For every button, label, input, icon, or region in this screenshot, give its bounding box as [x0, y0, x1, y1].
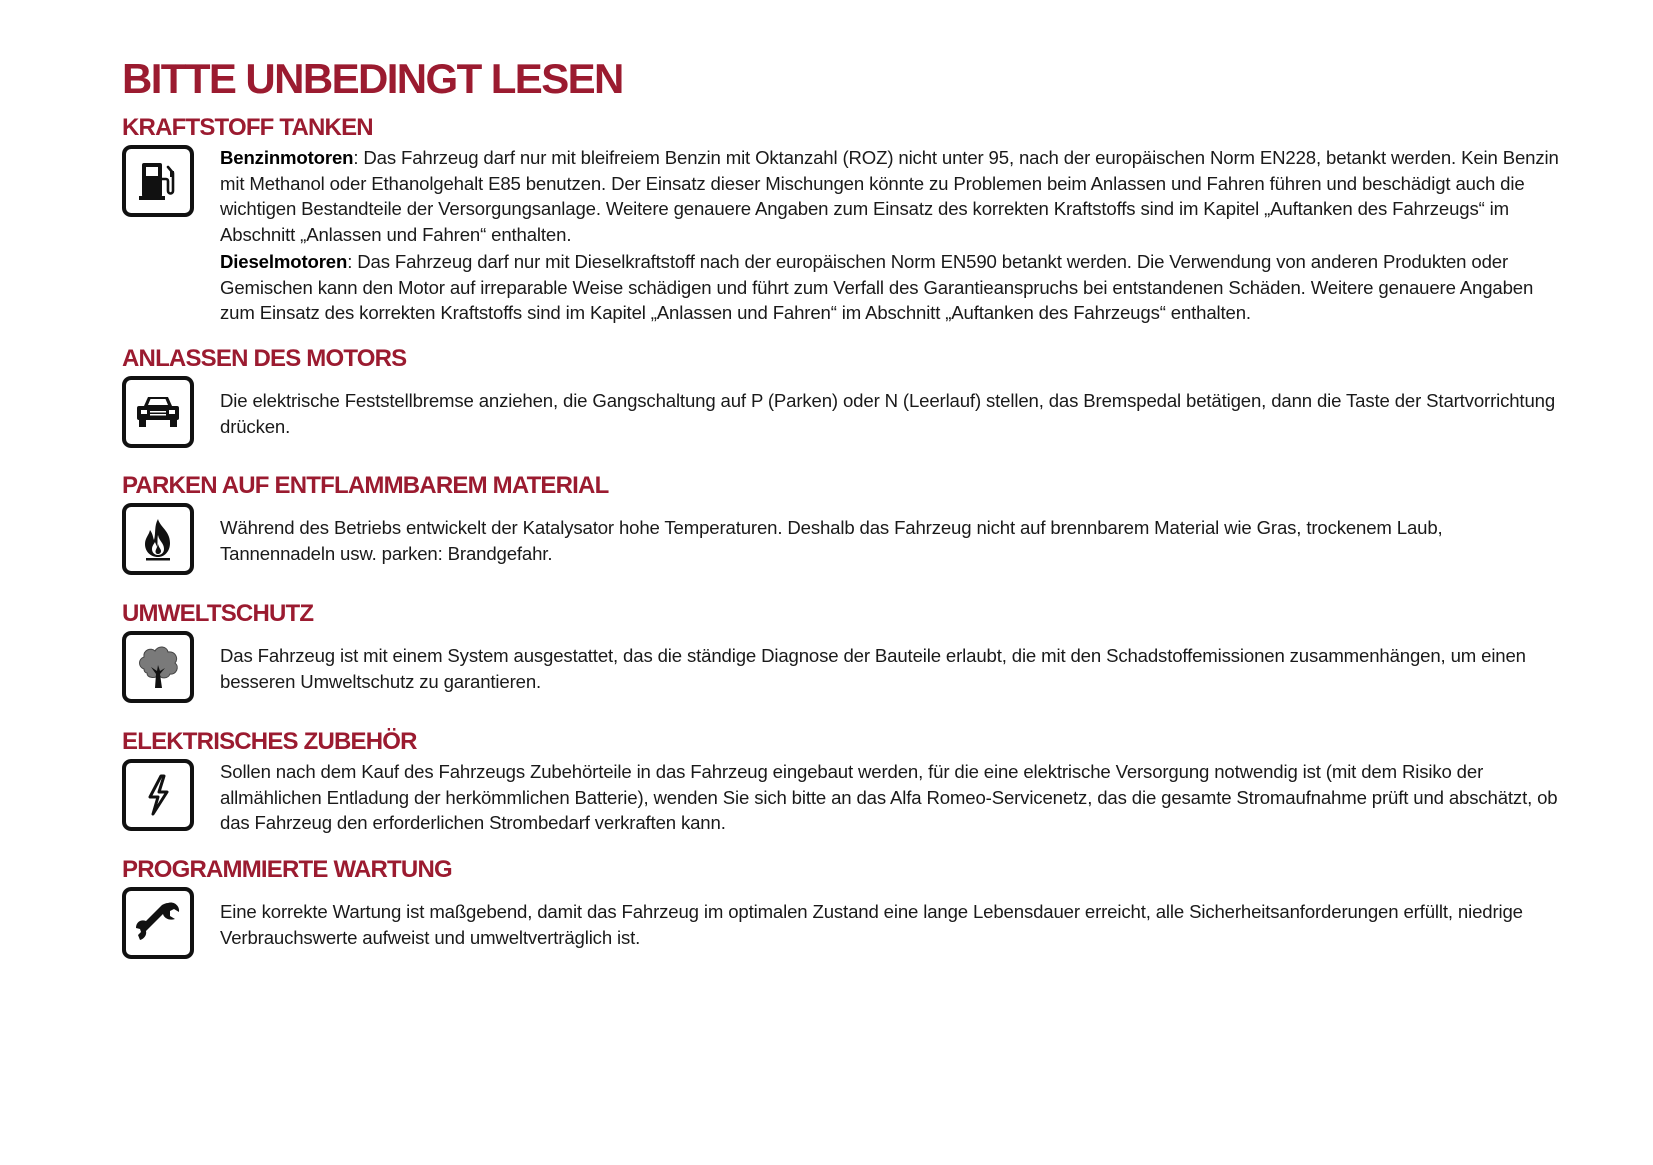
section-heading: KRAFTSTOFF TANKEN [122, 114, 373, 141]
car-front-icon [122, 376, 194, 448]
paragraph-text: : Das Fahrzeug darf nur mit Dieselkraftstoff nach der europäischen Norm EN590 betankt werden. Die Verwendung von anderen Produkten oder Gemischen kann den Motor auf irreparable Weise schädigen und führt zum Verfall des Garantieanspruchs bei entstandenen Schäden. Weitere genauere Angaben zum Einsatz des korrekten Kraftstoffs sind im Kapitel „Anlassen und Fahren“ im Abschnitt „Auftanken des Fahrzeugs“ enthalten. [220, 251, 1534, 323]
section-heading: PROGRAMMIERTE WARTUNG [122, 856, 452, 883]
section-maintenance [122, 855, 1562, 959]
fuel-pump-icon [122, 145, 194, 217]
section-fuel [122, 113, 1562, 326]
section-heading: UMWELTSCHUTZ [122, 600, 314, 627]
section-heading: ELEKTRISCHES ZUBEHÖR [122, 728, 417, 755]
paragraph-petrol [220, 145, 1562, 247]
section-environment [122, 599, 1562, 703]
paragraph-diesel [220, 249, 1562, 326]
section-flammable [122, 471, 1562, 575]
lead-label: Dieselmotoren [220, 251, 348, 272]
lead-label: Benzinmotoren [220, 147, 354, 168]
section-heading: ANLASSEN DES MOTORS [122, 345, 407, 372]
section-engine-start [122, 344, 1562, 448]
paragraph: Die elektrische Feststellbremse anziehen, die Gangschaltung auf P (Parken) oder N (Leerlauf) stellen, das Bremspedal betätigen, dann die Taste der Startvorrichtung drücken. [220, 390, 1556, 437]
paragraph: Während des Betriebs entwickelt der Katalysator hohe Temperaturen. Deshalb das Fahrzeug nicht auf brennbarem Material wie Gras, trockenem Laub, Tannennadeln usw. parken: Brandgefahr. [220, 517, 1443, 564]
fire-icon [122, 503, 194, 575]
paragraph: Das Fahrzeug ist mit einem System ausgestattet, das die ständige Diagnose der Bauteile erlaubt, die mit den Schadstoffemissionen zusammenhängen, um einen besseren Umweltschutz zu garantieren. [220, 645, 1526, 692]
page-title: BITTE UNBEDINGT LESEN [122, 55, 623, 102]
paragraph-text: : Das Fahrzeug darf nur mit bleifreiem Benzin mit Oktanzahl (ROZ) nicht unter 95, nach der europäischen Norm EN228, betankt werden. Kein Benzin mit Methanol oder Ethanolgehalt E85 benutzen. Der Einsatz dieser Mischungen könnte zu Problemen beim Anlassen und Fahren führen und beschädigt auch die wichtigen Bestandteile der Versorgungsanlage. Weitere genauere Angaben zum Einsatz des korrekten Kraftstoffs sind im Kapitel „Auftanken des Fahrzeugs“ im Abschnitt „Anlassen und Fahren“ enthalten. [220, 147, 1559, 245]
section-heading: PARKEN AUF ENTFLAMMBAREM MATERIAL [122, 472, 609, 499]
paragraph: Eine korrekte Wartung ist maßgebend, damit das Fahrzeug im optimalen Zustand eine lange Lebensdauer erreicht, alle Sicherheitsanforderungen erfüllt, niedrige Verbrauchswerte aufweist und umweltverträglich ist. [220, 901, 1523, 948]
tree-icon [122, 631, 194, 703]
paragraph: Sollen nach dem Kauf des Fahrzeugs Zubehörteile in das Fahrzeug eingebaut werden, für die eine elektrische Versorgung notwendig ist (mit dem Risiko der allmählichen Entladung der herkömmlichen Batterie), wenden Sie sich bitte an das Alfa Romeo-Servicenetz, das die gesamte Stromaufnahme prüft und abschätzt, ob das Fahrzeug den erforderlichen Strombedarf verkraften kann. [220, 761, 1558, 833]
wrench-icon [122, 887, 194, 959]
lightning-bolt-icon [122, 759, 194, 831]
section-electrical [122, 727, 1562, 836]
